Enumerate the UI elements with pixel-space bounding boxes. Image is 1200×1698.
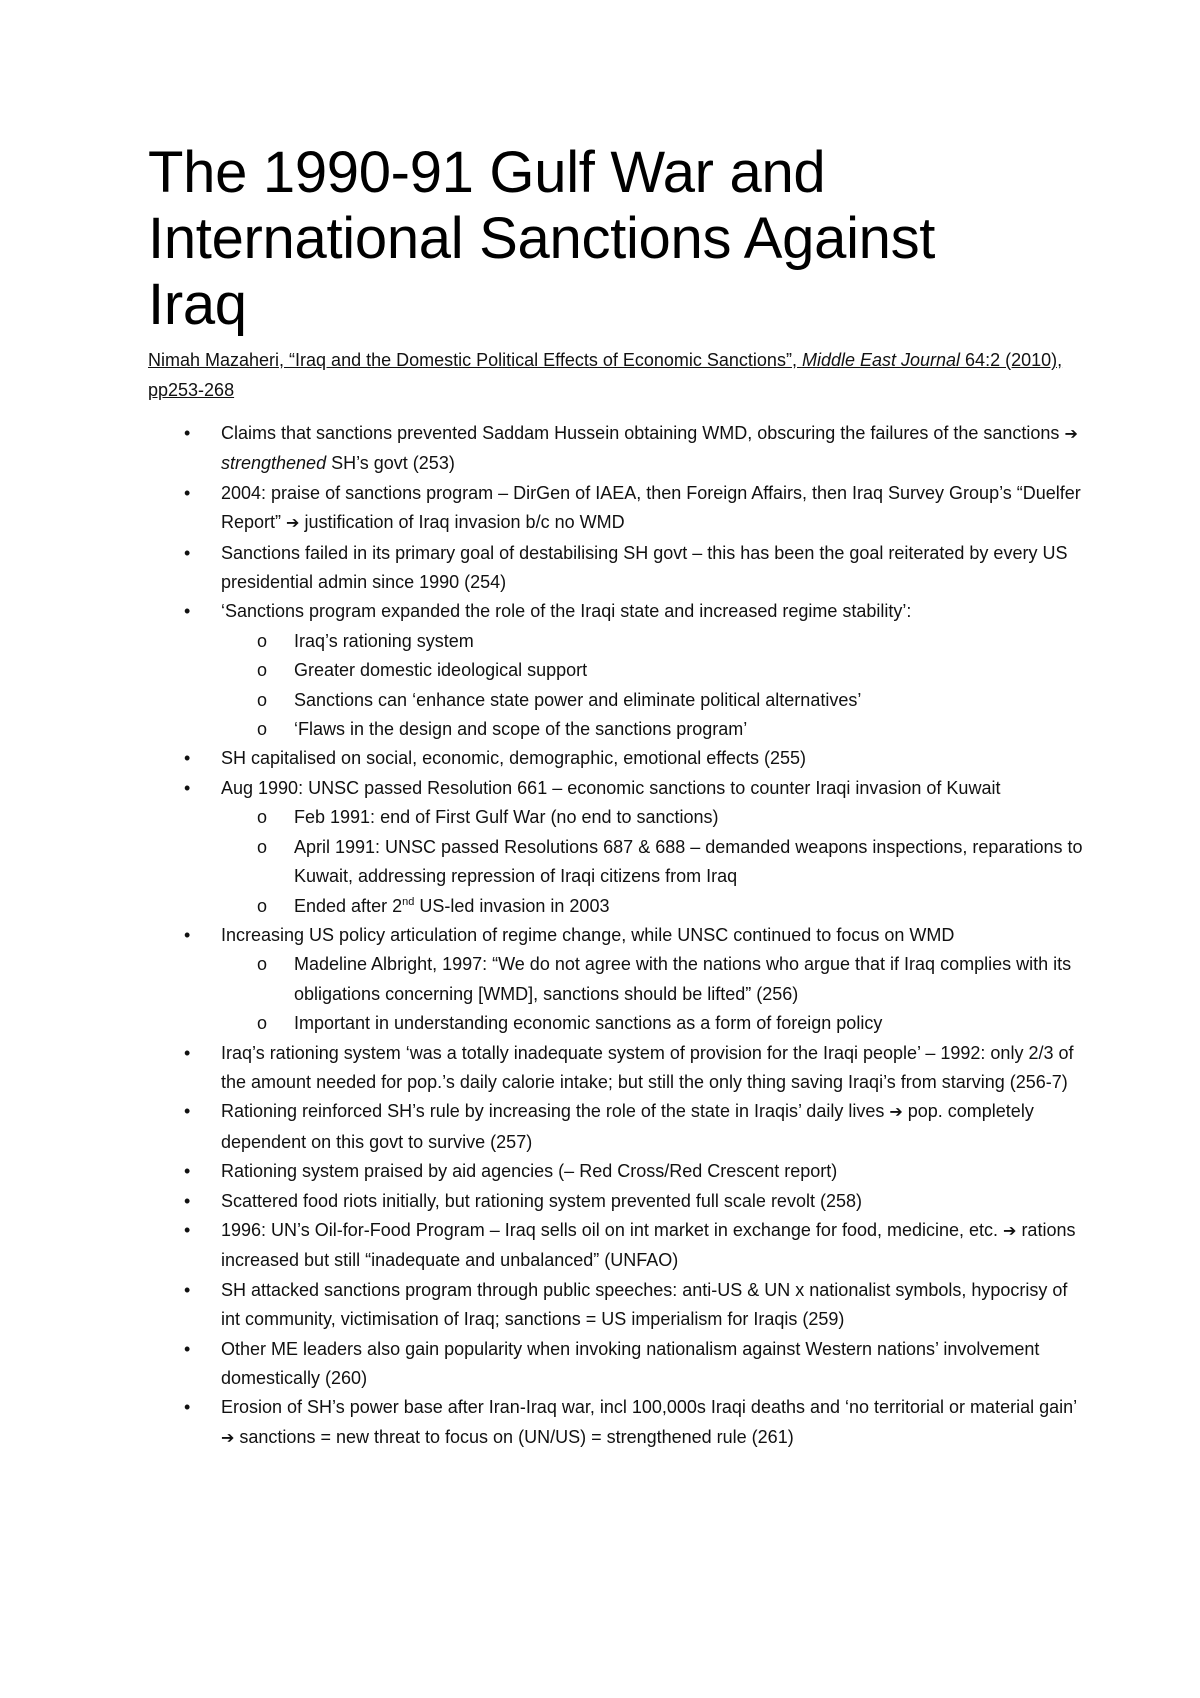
circle-bullet-icon: o bbox=[257, 895, 268, 916]
note-text: April 1991: UNSC passed Resolutions 687 & 688 – demanded weapons inspections, reparations to Kuwait, addressing repression of Iraqi citizens from Iraq bbox=[294, 836, 1083, 887]
note-text: pop. completely dependent on this govt to survive (257) bbox=[221, 1101, 1034, 1152]
bullet-icon: • bbox=[184, 1101, 191, 1122]
note-text: justification of Iraq invasion b/c no WMD bbox=[299, 512, 625, 533]
bullet-icon: • bbox=[184, 1190, 191, 1211]
list-item bbox=[148, 1097, 1088, 1157]
list-item bbox=[148, 744, 1088, 773]
title-line: International Sanctions Against bbox=[148, 206, 936, 271]
circle-bullet-icon: o bbox=[257, 954, 268, 975]
sub-list-item bbox=[148, 1009, 1088, 1038]
list-item bbox=[148, 419, 1088, 479]
list-item bbox=[148, 774, 1088, 803]
note-text: SH’s govt (253) bbox=[326, 453, 455, 474]
note-text: Aug 1990: UNSC passed Resolution 661 – economic sanctions to counter Iraqi invasion of Kuwait bbox=[221, 777, 1001, 798]
list-item bbox=[148, 1216, 1088, 1276]
circle-bullet-icon: o bbox=[257, 836, 268, 857]
note-text: US-led invasion in 2003 bbox=[414, 895, 610, 916]
circle-bullet-icon: o bbox=[257, 719, 268, 740]
circle-bullet-icon: o bbox=[257, 689, 268, 710]
bullet-icon: • bbox=[184, 748, 191, 769]
note-superscript: nd bbox=[402, 895, 415, 908]
list-item bbox=[148, 479, 1088, 539]
note-text: Sanctions can ‘enhance state power and eliminate political alternatives’ bbox=[294, 689, 862, 710]
note-text: Iraq’s rationing system bbox=[294, 630, 474, 651]
note-text: Rationing reinforced SH’s rule by increasing the role of the state in Iraqis’ daily lives bbox=[221, 1101, 890, 1122]
right-arrow-icon: ➔ bbox=[1003, 1222, 1017, 1240]
citation-author-title: Nimah Mazaheri, “Iraq and the Domestic Political Effects of Economic Sanctions”, bbox=[148, 350, 802, 370]
list-item bbox=[148, 597, 1088, 626]
sub-list-item bbox=[148, 950, 1088, 1009]
circle-bullet-icon: o bbox=[257, 630, 268, 651]
note-text: Ended after 2 bbox=[294, 895, 403, 916]
note-text: Rationing system praised by aid agencies (– Red Cross/Red Crescent report) bbox=[221, 1161, 838, 1182]
note-text: ‘Flaws in the design and scope of the sanctions program’ bbox=[294, 719, 748, 740]
bullet-icon: • bbox=[184, 1219, 191, 1240]
list-item bbox=[148, 1393, 1088, 1453]
note-text: Important in understanding economic sanctions as a form of foreign policy bbox=[294, 1013, 883, 1034]
bullet-icon: • bbox=[184, 601, 191, 622]
bullet-icon: • bbox=[184, 482, 191, 503]
circle-bullet-icon: o bbox=[257, 1013, 268, 1034]
sub-list-item bbox=[148, 656, 1088, 685]
circle-bullet-icon: o bbox=[257, 807, 268, 828]
source-citation bbox=[148, 345, 1088, 405]
right-arrow-icon: ➔ bbox=[1064, 426, 1078, 443]
note-text: Greater domestic ideological support bbox=[294, 660, 588, 681]
note-text: SH capitalised on social, economic, demographic, emotional effects (255) bbox=[221, 748, 806, 769]
bullet-icon: • bbox=[184, 1279, 191, 1300]
note-text: sanctions = new threat to focus on (UN/US) = strengthened rule (261) bbox=[234, 1426, 794, 1447]
right-arrow-icon: ➔ bbox=[889, 1104, 903, 1122]
sub-list-item bbox=[148, 627, 1088, 656]
list-item bbox=[148, 1335, 1088, 1394]
note-text: Sanctions failed in its primary goal of destabilising SH govt – this has been the goal reiterated by every US presidential admin since 1990 (254) bbox=[221, 542, 1068, 593]
note-text: Iraq’s rationing system ‘was a totally inadequate system of provision for the Iraqi people’ – 1992: only 2/3 of the amount needed for pop.’s daily calorie intake; but still the only thing saving Iraqi’s from starving (256-7) bbox=[221, 1042, 1074, 1092]
note-text: ‘Sanctions program expanded the role of the Iraqi state and increased regime stability’: bbox=[221, 601, 912, 622]
list-item bbox=[148, 1039, 1088, 1098]
title-line: The 1990-91 Gulf War and bbox=[148, 140, 826, 205]
notes-list bbox=[148, 419, 1088, 1453]
page-title bbox=[148, 140, 1098, 338]
note-text: 2004: praise of sanctions program – DirGen of IAEA, then Foreign Affairs, then Iraq Survey Group’s “Duelfer Report” bbox=[221, 482, 1081, 533]
sub-list-item bbox=[148, 803, 1088, 832]
list-item bbox=[148, 1276, 1088, 1335]
sub-list-item bbox=[148, 715, 1088, 744]
note-emphasis: strengthened bbox=[221, 453, 327, 474]
title-line: Iraq bbox=[148, 272, 247, 337]
bullet-icon: • bbox=[184, 1397, 191, 1418]
note-text: Madeline Albright, 1997: “We do not agree with the nations who argue that if Iraq complies with its obligations concerning [WMD], sanctions should be lifted” (256) bbox=[294, 954, 1072, 1004]
bullet-icon: • bbox=[184, 423, 191, 443]
citation-details: 64:2 (2010), pp253-268 bbox=[148, 350, 1063, 400]
list-item bbox=[148, 921, 1088, 950]
note-text: Other ME leaders also gain popularity when invoking nationalism against Western nations’ involvement domestically (260) bbox=[221, 1338, 1040, 1388]
note-text: Increasing US policy articulation of regime change, while UNSC continued to focus on WMD bbox=[221, 924, 955, 945]
sub-list-item bbox=[148, 833, 1088, 892]
bullet-icon: • bbox=[184, 1338, 191, 1359]
list-item bbox=[148, 539, 1088, 598]
bullet-icon: • bbox=[184, 1042, 191, 1063]
citation-journal: Middle East Journal bbox=[801, 350, 961, 370]
sub-list-item bbox=[148, 686, 1088, 715]
note-text: Feb 1991: end of First Gulf War (no end to sanctions) bbox=[294, 807, 719, 828]
bullet-icon: • bbox=[184, 542, 191, 563]
note-text: SH attacked sanctions program through public speeches: anti-US & UN x nationalist symbols, hypocrisy of int community, victimisation of Iraq; sanctions = US imperialism for Iraqis (259) bbox=[221, 1279, 1068, 1330]
circle-bullet-icon: o bbox=[257, 660, 268, 681]
sub-list-item bbox=[148, 892, 1088, 921]
note-text: Erosion of SH’s power base after Iran-Iraq war, incl 100,000s Iraqi deaths and ‘no territorial or material gain’ bbox=[221, 1397, 1077, 1418]
note-text: Scattered food riots initially, but rationing system prevented full scale revolt (258) bbox=[221, 1190, 862, 1211]
right-arrow-icon: ➔ bbox=[286, 515, 300, 533]
list-item bbox=[148, 1157, 1088, 1186]
bullet-icon: • bbox=[184, 1161, 191, 1182]
note-text: 1996: UN’s Oil-for-Food Program – Iraq sells oil on int market in exchange for food, medicine, etc. bbox=[221, 1219, 1004, 1240]
note-text: Claims that sanctions prevented Saddam Hussein obtaining WMD, obscuring the failures of the sanctions bbox=[221, 423, 1065, 443]
right-arrow-icon: ➔ bbox=[221, 1429, 235, 1447]
list-item bbox=[148, 1187, 1088, 1216]
bullet-icon: • bbox=[184, 777, 191, 798]
bullet-icon: • bbox=[184, 924, 191, 945]
note-text: rations increased but still “inadequate and unbalanced” (UNFAO) bbox=[221, 1219, 1076, 1271]
